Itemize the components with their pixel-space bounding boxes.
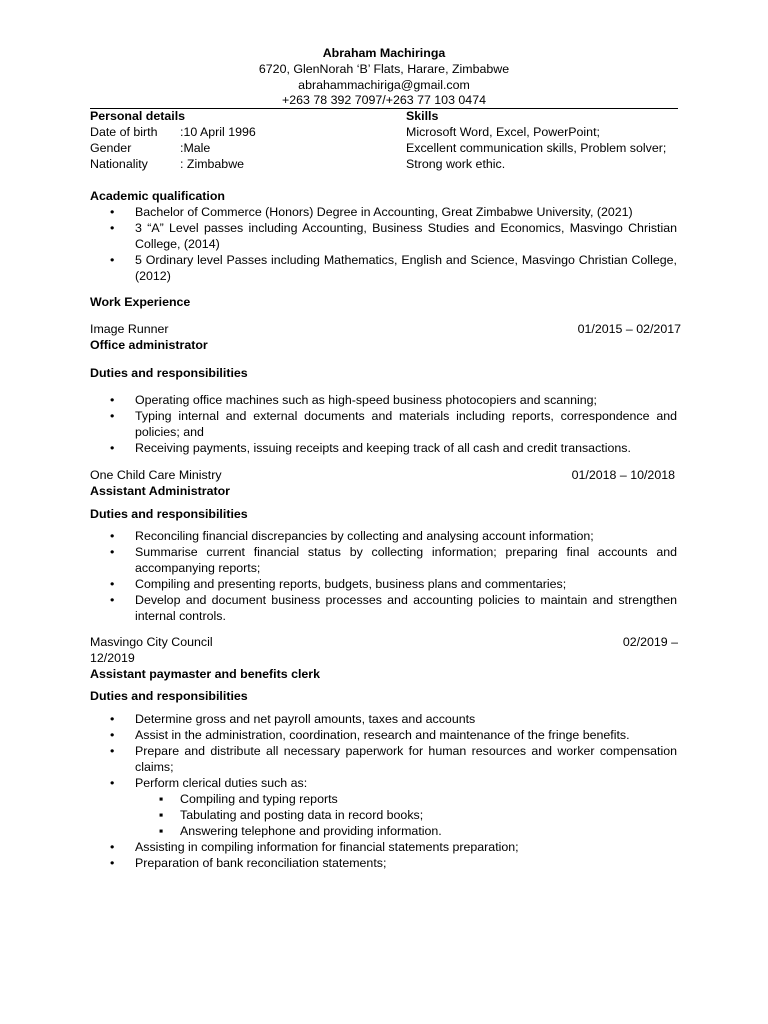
dob-label: Date of birth [90, 125, 158, 139]
skill-item: Strong work ethic. [406, 157, 506, 171]
dob-value: :10 April 1996 [180, 125, 256, 139]
duty-item: • Develop and document business processes and accounting policies to maintain and strengthen internal controls. [110, 592, 677, 624]
duty-item [110, 775, 677, 839]
duties-list [110, 392, 677, 456]
duty-item: • Summarise current financial status by collecting information; preparing final accounts and accompanying reports; [110, 544, 677, 576]
duty-item: • Determine gross and net payroll amounts, taxes and accounts [110, 711, 677, 727]
address: 6720, GlenNorah ‘B’ Flats, Harare, Zimbabwe [258, 62, 510, 76]
job-employer: Masvingo City Council [90, 635, 213, 649]
duties-list [110, 528, 677, 624]
job-employer: One Child Care Ministry [90, 468, 222, 482]
skills-heading: Skills [406, 109, 439, 123]
gender-label: Gender [90, 141, 132, 155]
job-dates-end: 12/2019 [90, 651, 135, 665]
academic-item: • Bachelor of Commerce (Honors) Degree in Accounting, Great Zimbabwe University, (2021) [110, 204, 677, 220]
sub-duty-item: ▪ Compiling and typing reports [135, 791, 677, 807]
duty-item: • Typing internal and external documents and materials including reports, correspondence and policies; and [110, 408, 677, 440]
job-header [90, 321, 681, 337]
duty-item: • Assist in the administration, coordination, research and maintenance of the fringe benefits. [110, 727, 677, 743]
academic-item: • 3 “A” Level passes including Accounting, Business Studies and Economics, Masvingo Christian College, (2014) [110, 220, 677, 252]
job-dates: 01/2015 – 02/2017 [577, 322, 681, 336]
sub-duty-item: ▪ Answering telephone and providing information. [135, 823, 677, 839]
academic-item: • 5 Ordinary level Passes including Mathematics, English and Science, Masvingo Christian College, (2012) [110, 252, 677, 284]
duty-item: • Assisting in compiling information for financial statements preparation; [110, 839, 677, 855]
duties-heading: Duties and responsibilities [90, 366, 248, 380]
job-header [90, 634, 678, 650]
duty-item: • Preparation of bank reconciliation statements; [110, 855, 677, 871]
gender-value: :Male [180, 141, 211, 155]
work-heading: Work Experience [90, 295, 191, 309]
job-employer: Image Runner [90, 322, 169, 336]
duty-item: • Operating office machines such as high-speed business photocopiers and scanning; [110, 392, 677, 408]
job-dates-start: 02/2019 – [622, 635, 678, 649]
duties-list [110, 711, 677, 871]
candidate-name: Abraham Machiringa [322, 46, 446, 60]
skill-item: Microsoft Word, Excel, PowerPoint; [406, 125, 600, 139]
job-title: Office administrator [90, 338, 208, 352]
sub-duty-item: ▪ Tabulating and posting data in record books; [135, 807, 677, 823]
email: abrahammachiriga@gmail.com [298, 78, 470, 92]
duties-heading: Duties and responsibilities [90, 689, 248, 703]
job-title: Assistant paymaster and benefits clerk [90, 667, 321, 681]
nationality-value: : Zimbabwe [180, 157, 245, 171]
job-title: Assistant Administrator [90, 484, 230, 498]
nationality-label: Nationality [90, 157, 148, 171]
phone: +263 78 392 7097/+263 77 103 0474 [282, 93, 486, 107]
sub-duties-list [135, 791, 677, 839]
job-header [90, 467, 675, 483]
academic-heading: Academic qualification [90, 189, 225, 203]
duty-item: • Reconciling financial discrepancies by collecting and analysing account information; [110, 528, 677, 544]
duty-item: • Prepare and distribute all necessary paperwork for human resources and worker compensation claims; [110, 743, 677, 775]
skill-item: Excellent communication skills, Problem solver; [406, 141, 667, 155]
duties-heading: Duties and responsibilities [90, 507, 248, 521]
personal-details-heading: Personal details [90, 109, 186, 123]
duty-text: Perform clerical duties such as: [135, 776, 308, 790]
academic-list [110, 204, 677, 284]
duty-item: • Receiving payments, issuing receipts and keeping track of all cash and credit transactions. [110, 440, 677, 456]
job-dates: 01/2018 – 10/2018 [571, 468, 675, 482]
duty-item: • Compiling and presenting reports, budgets, business plans and commentaries; [110, 576, 677, 592]
